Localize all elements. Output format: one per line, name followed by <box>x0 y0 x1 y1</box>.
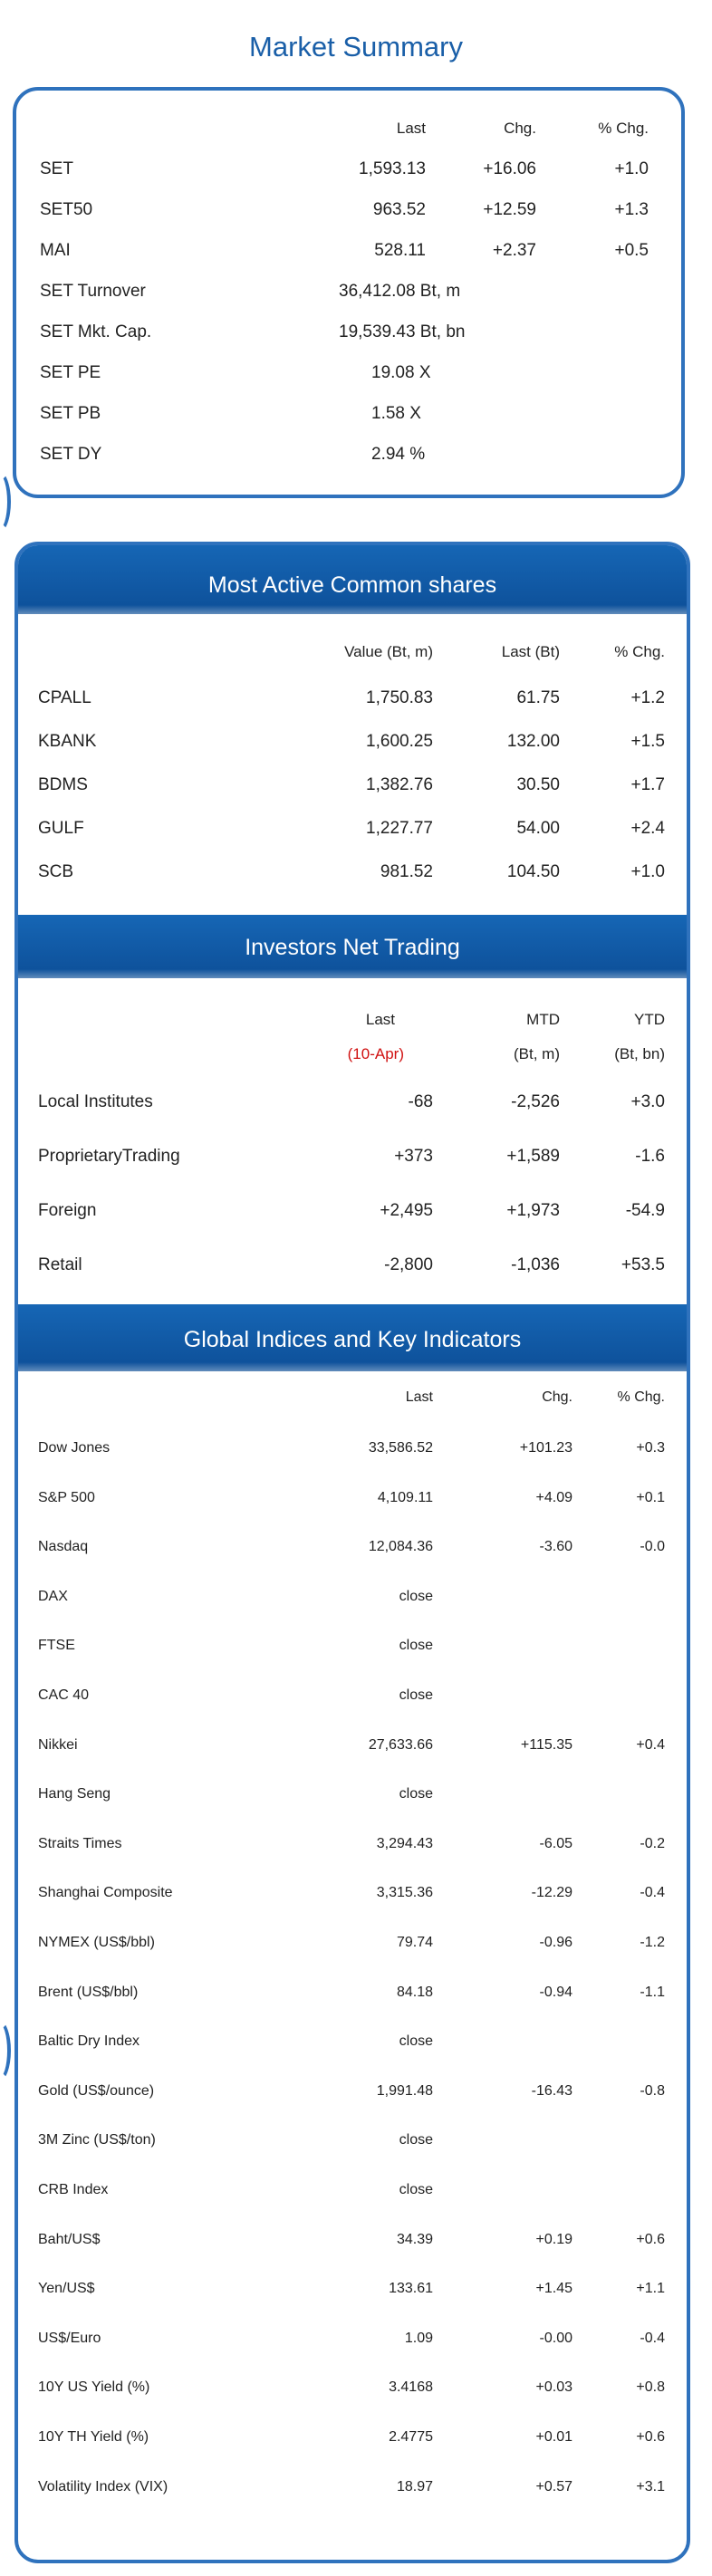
investors-title: Investors Net Trading <box>245 935 460 960</box>
col-header-ytd: YTD <box>634 1011 665 1028</box>
col-header-pct-chg: % Chg. <box>598 120 649 137</box>
cell-chg: +0.01 <box>535 2429 572 2445</box>
cell-chg: +115.35 <box>520 1736 572 1753</box>
cell-last: 133.61 <box>389 2281 433 2297</box>
cell-last: close <box>399 1588 433 1604</box>
table-row <box>18 1255 687 1283</box>
cell-last: 54.00 <box>516 819 560 838</box>
cell-chg: -0.94 <box>539 1984 572 2000</box>
row-label: Straits Times <box>38 1835 122 1851</box>
cell-chg: +4.09 <box>535 1489 572 1505</box>
cell-ytd: +3.0 <box>630 1092 665 1111</box>
cell-last: close <box>399 1638 433 1654</box>
cell-last: 2.94 % <box>371 445 426 464</box>
table-row <box>18 2033 687 2061</box>
cell-last: close <box>399 2033 433 2050</box>
table-row <box>16 404 681 431</box>
cell-last: -2,800 <box>384 1255 433 1274</box>
decorative-arc <box>0 471 11 533</box>
row-label: Shanghai Composite <box>38 1885 173 1901</box>
cell-pct: +0.3 <box>636 1440 665 1456</box>
cell-last: 33,586.52 <box>368 1440 433 1456</box>
table-row <box>18 2331 687 2358</box>
table-row <box>18 2083 687 2110</box>
col-header-pct-chg: % Chg. <box>614 643 665 660</box>
cell-value: 981.52 <box>380 862 433 881</box>
global-title: Global Indices and Key Indicators <box>183 1327 522 1352</box>
cell-last: 27,633.66 <box>368 1736 433 1753</box>
table-row <box>18 1539 687 1566</box>
most-active-header <box>18 545 687 614</box>
cell-value: 1,600.25 <box>366 732 433 751</box>
cell-chg: +1.45 <box>535 2281 572 2297</box>
cell-last: 4,109.11 <box>377 1489 433 1505</box>
cell-last: 36,412.08 Bt, m <box>339 282 461 301</box>
cell-pct: +0.6 <box>636 2231 665 2247</box>
table-row <box>18 1737 687 1764</box>
cell-last: -68 <box>408 1092 433 1111</box>
cell-last: 84.18 <box>396 1984 433 2000</box>
cell-pct: +1.0 <box>614 159 649 178</box>
table-row <box>18 775 687 803</box>
row-label: MAI <box>40 241 71 260</box>
row-label: GULF <box>38 819 84 838</box>
cell-pct: +2.4 <box>630 819 665 838</box>
row-label: Brent (US$/bbl) <box>38 1984 139 2000</box>
row-label: 10Y TH Yield (%) <box>38 2429 149 2445</box>
col-header-chg: Chg. <box>504 120 536 137</box>
table-row <box>18 732 687 759</box>
most-active-header-row <box>18 643 687 670</box>
table-row <box>18 1490 687 1517</box>
cell-pct: +0.4 <box>636 1736 665 1753</box>
cell-mtd: -1,036 <box>511 1255 560 1274</box>
cell-last: 18.97 <box>396 2478 433 2494</box>
market-summary-panel <box>13 87 685 498</box>
col-header-last: Last (Bt) <box>501 643 560 660</box>
cell-chg: -0.00 <box>539 2330 572 2346</box>
decorative-arc <box>0 2020 11 2081</box>
table-row <box>16 159 681 187</box>
col-header-pct-chg: % Chg. <box>617 1389 665 1405</box>
cell-pct: +1.7 <box>630 775 665 794</box>
market-data-panel <box>14 542 690 2563</box>
cell-last: 34.39 <box>396 2231 433 2247</box>
row-label: NYMEX (US$/bbl) <box>38 1935 155 1950</box>
col-header-last: Last <box>365 1011 395 1028</box>
cell-last: 104.50 <box>506 862 560 881</box>
row-label: SET PE <box>40 363 101 382</box>
cell-last: 963.52 <box>372 200 426 219</box>
cell-last: close <box>399 2132 433 2148</box>
cell-mtd: +1,973 <box>506 1201 560 1220</box>
cell-chg: -12.29 <box>531 1885 572 1901</box>
table-row <box>16 322 681 350</box>
cell-last: 19.08 X <box>371 363 431 382</box>
cell-chg: -16.43 <box>531 2082 572 2099</box>
table-row <box>18 1638 687 1665</box>
row-label: CPALL <box>38 688 91 707</box>
cell-pct: +0.6 <box>636 2429 665 2445</box>
cell-last: 1,991.48 <box>376 2082 433 2099</box>
row-label: Hang Seng <box>38 1786 111 1802</box>
table-row <box>18 1092 687 1120</box>
cell-pct: +1.5 <box>630 732 665 751</box>
table-row <box>18 819 687 846</box>
row-label: FTSE <box>38 1638 75 1654</box>
unit-label-mtd: (Bt, m) <box>514 1045 560 1062</box>
global-header <box>18 1304 687 1371</box>
cell-last: 61.75 <box>516 688 560 707</box>
row-label: SET Turnover <box>40 282 146 301</box>
table-row <box>18 1836 687 1863</box>
row-label: Dow Jones <box>38 1440 111 1456</box>
cell-pct: -0.8 <box>640 2082 665 2099</box>
cell-pct: -0.0 <box>640 1539 665 1555</box>
row-label: Volatility Index (VIX) <box>38 2478 168 2494</box>
row-label: Nikkei <box>38 1736 78 1753</box>
global-header-row <box>18 1389 687 1417</box>
cell-ytd: +53.5 <box>621 1255 665 1274</box>
table-row <box>18 2429 687 2456</box>
table-row <box>18 2182 687 2209</box>
table-row <box>18 862 687 889</box>
cell-pct: +1.2 <box>630 688 665 707</box>
cell-pct: -0.2 <box>640 1835 665 1851</box>
row-label: Gold (US$/ounce) <box>38 2082 155 2099</box>
table-row <box>18 1985 687 2012</box>
row-label: CRB Index <box>38 2182 109 2197</box>
col-header-last: Last <box>405 1389 433 1405</box>
cell-value: 1,227.77 <box>366 819 433 838</box>
row-label: SET Mkt. Cap. <box>40 322 152 341</box>
cell-pct: -0.4 <box>640 2330 665 2346</box>
cell-pct: +3.1 <box>636 2478 665 2494</box>
cell-last: 79.74 <box>396 1935 433 1950</box>
cell-chg: -6.05 <box>539 1835 572 1851</box>
cell-last: 528.11 <box>374 241 426 260</box>
cell-mtd: +1,589 <box>506 1147 560 1166</box>
cell-last: 1.58 X <box>371 404 421 423</box>
cell-last: 3,294.43 <box>376 1835 433 1851</box>
table-row <box>16 445 681 472</box>
cell-value: 1,750.83 <box>366 688 433 707</box>
cell-last: close <box>399 2182 433 2197</box>
date-label: (10-Apr) <box>347 1045 404 1062</box>
cell-chg: +0.57 <box>535 2478 572 2494</box>
table-row <box>18 1589 687 1616</box>
cell-chg: -3.60 <box>539 1539 572 1555</box>
most-active-title: Most Active Common shares <box>207 572 497 598</box>
cell-last: 30.50 <box>516 775 560 794</box>
col-header-last: Last <box>396 120 426 137</box>
cell-chg: +0.19 <box>535 2231 572 2247</box>
market-summary-header-row <box>16 120 681 147</box>
table-row <box>18 1147 687 1174</box>
table-row <box>16 200 681 227</box>
col-header-chg: Chg. <box>542 1389 572 1405</box>
cell-chg: +101.23 <box>519 1440 572 1456</box>
cell-pct: -0.4 <box>640 1885 665 1901</box>
cell-last: close <box>399 1687 433 1703</box>
row-label: Nasdaq <box>38 1539 89 1555</box>
cell-value: 1,382.76 <box>366 775 433 794</box>
cell-last: 3.4168 <box>389 2379 433 2396</box>
row-label: KBANK <box>38 732 97 751</box>
row-label: SET DY <box>40 445 102 464</box>
row-label: US$/Euro <box>38 2330 101 2346</box>
cell-last: 1,593.13 <box>359 159 426 178</box>
row-label: Retail <box>38 1255 82 1274</box>
cell-chg: +0.03 <box>535 2379 572 2396</box>
table-row <box>18 2132 687 2159</box>
table-row <box>18 1885 687 1912</box>
cell-ytd: -54.9 <box>625 1201 665 1220</box>
table-row <box>18 2379 687 2407</box>
row-label: S&P 500 <box>38 1489 95 1505</box>
table-row <box>16 363 681 390</box>
table-row <box>16 282 681 309</box>
col-header-value: Value (Bt, m) <box>344 643 433 660</box>
cell-last: 132.00 <box>506 732 560 751</box>
cell-chg: +16.06 <box>483 159 536 178</box>
page-title: Market Summary <box>249 31 463 62</box>
col-header-mtd: MTD <box>526 1011 560 1028</box>
row-label: Foreign <box>38 1201 97 1220</box>
investors-header <box>18 915 687 978</box>
cell-pct: +1.3 <box>614 200 649 219</box>
cell-last: +2,495 <box>380 1201 433 1220</box>
table-row <box>18 688 687 716</box>
table-row <box>18 1201 687 1228</box>
table-row <box>16 241 681 268</box>
cell-ytd: -1.6 <box>635 1147 665 1166</box>
cell-last: 2.4775 <box>389 2429 433 2445</box>
row-label: SET PB <box>40 404 101 423</box>
table-row <box>18 1687 687 1715</box>
cell-mtd: -2,526 <box>511 1092 560 1111</box>
investors-subheader-row <box>18 1045 687 1072</box>
row-label: Baht/US$ <box>38 2231 101 2247</box>
investors-header-row <box>18 1011 687 1038</box>
row-label: DAX <box>38 1588 68 1604</box>
row-label: ProprietaryTrading <box>38 1147 180 1166</box>
unit-label-ytd: (Bt, bn) <box>614 1045 665 1062</box>
row-label: Local Institutes <box>38 1092 153 1111</box>
cell-chg: +12.59 <box>483 200 536 219</box>
table-row <box>18 1935 687 1962</box>
cell-last: 3,315.36 <box>376 1885 433 1901</box>
cell-last: +373 <box>394 1147 433 1166</box>
cell-pct: +1.0 <box>630 862 665 881</box>
row-label: Baltic Dry Index <box>38 2033 140 2050</box>
cell-chg: -0.96 <box>539 1935 572 1950</box>
row-label: CAC 40 <box>38 1687 90 1703</box>
cell-pct: +0.8 <box>636 2379 665 2396</box>
cell-last: 12,084.36 <box>368 1539 433 1555</box>
cell-pct: +1.1 <box>636 2281 665 2297</box>
table-row <box>18 2479 687 2506</box>
cell-pct: -1.2 <box>640 1935 665 1950</box>
row-label: BDMS <box>38 775 88 794</box>
row-label: SCB <box>38 862 74 881</box>
cell-chg: +2.37 <box>492 241 536 260</box>
table-row <box>18 1786 687 1813</box>
cell-last: 19,539.43 Bt, bn <box>339 322 466 341</box>
table-row <box>18 1440 687 1467</box>
row-label: 10Y US Yield (%) <box>38 2379 150 2396</box>
table-row <box>18 2232 687 2259</box>
row-label: Yen/US$ <box>38 2281 95 2297</box>
cell-last: 1.09 <box>404 2330 433 2346</box>
table-row <box>18 2281 687 2308</box>
cell-pct: -1.1 <box>640 1984 665 2000</box>
cell-pct: +0.1 <box>636 1489 665 1505</box>
cell-pct: +0.5 <box>614 241 649 260</box>
row-label: SET <box>40 159 73 178</box>
row-label: SET50 <box>40 200 93 219</box>
row-label: 3M Zinc (US$/ton) <box>38 2132 156 2148</box>
cell-last: close <box>399 1786 433 1802</box>
